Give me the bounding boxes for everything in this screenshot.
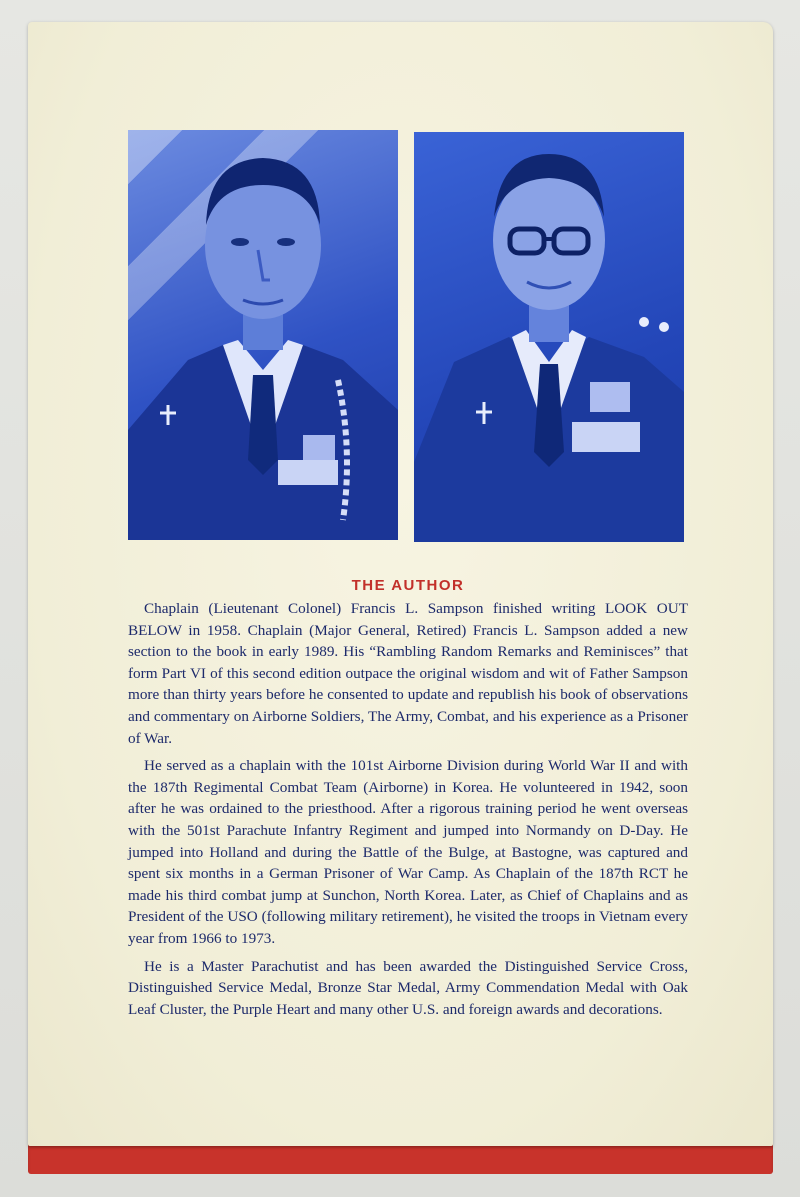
- bio-paragraph-1: Chaplain (Lieutenant Colonel) Francis L. Sampson finished writing LOOK OUT BELOW in 1958. Chaplain (Major General, Retired) Francis L. Sampson added a new section to the book in early 1989. His “Rambling Random Remarks and Reminisces” that form Part VI of this second edition outpace the original wisdom and wit of Father Sampson more than thirty years before he consented to update and republish his book of observations and commentary on Airborne Soldiers, The Army, Combat, and his experience as a Prisoner of War.: [128, 600, 688, 747]
- section-heading: THE AUTHOR: [351, 577, 465, 594]
- author-biography: [128, 577, 688, 1026]
- book: [28, 22, 773, 1174]
- dust-jacket-back: [28, 22, 773, 1146]
- author-portrait-1989: [414, 132, 684, 542]
- red-cloth-board-edge: [28, 1144, 773, 1174]
- bio-paragraph-3: He is a Master Parachutist and has been awarded the Distinguished Service Cross, Distinguished Service Medal, Bronze Star Medal, Army Commendation Medal with Oak Leaf Cluster, the Purple Heart and many other U.S. and foreign awards and decorations.: [128, 957, 688, 1018]
- bio-paragraph-2: He served as a chaplain with the 101st Airborne Division during World War II and with the 187th Regimental Combat Team (Airborne) in Korea. He volunteered in 1942, soon after he was ordained to the priesthood. After a rigorous training period he went overseas with the 501st Parachute Infantry Regiment and jumped into Normandy on D-Day. He jumped into Holland and during the Battle of the Bulge, at Bastogne, was captured and spent six months in a German Prisoner of War Camp. As Chaplain of the 187th RCT he made his third combat jump at Sunchon, North Korea. Later, as Chief of Chaplains and as President of the USO (following military retirement), he visited the troops in Vietnam every year from 1966 to 1973.: [128, 757, 688, 947]
- author-portrait-1958: [128, 130, 398, 540]
